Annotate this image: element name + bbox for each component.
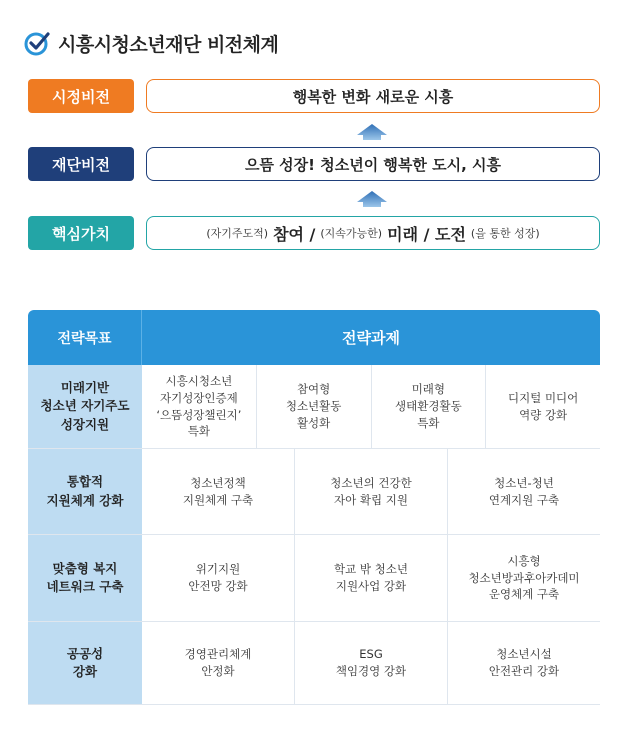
core-part-3: (지속가능한) bbox=[320, 227, 383, 240]
core-values-row bbox=[28, 216, 600, 250]
strategy-task: 청소년정책 지원체계 구축 bbox=[142, 449, 294, 534]
strategy-task: 청소년의 건강한 자아 확립 지원 bbox=[294, 449, 447, 534]
strategy-row bbox=[28, 622, 600, 705]
foundation-row bbox=[28, 147, 600, 181]
strategy-goal: 공공성 강화 bbox=[28, 622, 142, 704]
core-values-text bbox=[146, 216, 600, 250]
strategy-row bbox=[28, 365, 600, 449]
strategy-row bbox=[28, 449, 600, 535]
strategy-goal: 통합적 지원체계 강화 bbox=[28, 449, 142, 534]
header-tasks: 전략과제 bbox=[342, 329, 400, 347]
strategy-task: 학교 밖 청소년 지원사업 강화 bbox=[294, 535, 447, 621]
strategy-row bbox=[28, 535, 600, 622]
header-goal: 전략목표 bbox=[28, 310, 142, 365]
core-part-1: (자기주도적) bbox=[206, 227, 269, 240]
core-part-4: 미래 / 도전 bbox=[387, 224, 466, 244]
page-title: 시흥시청소년재단 비전체계 bbox=[58, 33, 279, 56]
vision-row bbox=[28, 79, 600, 113]
vision-label: 시정비전 bbox=[28, 79, 134, 113]
foundation-text: 으뜸 성장! 청소년이 행복한 도시, 시흥 bbox=[146, 147, 600, 181]
strategy-table bbox=[28, 310, 600, 705]
up-arrow-icon bbox=[357, 191, 387, 207]
strategy-goal: 미래기반 청소년 자기주도 성장지원 bbox=[28, 365, 142, 448]
strategy-task: 위기지원 안전망 강화 bbox=[142, 535, 294, 621]
foundation-label: 재단비전 bbox=[28, 147, 134, 181]
title-row bbox=[24, 28, 278, 58]
core-part-5: (을 통한 성장) bbox=[470, 227, 540, 240]
strategy-header bbox=[28, 310, 600, 365]
strategy-task: 시흥형 청소년방과후아카데미 운영체계 구축 bbox=[447, 535, 600, 621]
strategy-task: 청소년-청년 연계지원 구축 bbox=[447, 449, 600, 534]
strategy-task: 미래형 생태환경활동 특화 bbox=[371, 365, 486, 448]
check-circle-icon bbox=[24, 30, 50, 56]
strategy-task: 참여형 청소년활동 활성화 bbox=[256, 365, 371, 448]
core-part-2: 참여 / bbox=[273, 224, 316, 244]
vision-text: 행복한 변화 새로운 시흥 bbox=[146, 79, 600, 113]
strategy-task: 청소년시설 안전관리 강화 bbox=[447, 622, 600, 704]
strategy-task: 디지털 미디어 역량 강화 bbox=[485, 365, 600, 448]
strategy-task: 경영관리체계 안정화 bbox=[142, 622, 294, 704]
strategy-goal: 맞춤형 복지 네트워크 구축 bbox=[28, 535, 142, 621]
strategy-task: 시흥시청소년 자기성장인증제 ‘으뜸성장챌린지’ 특화 bbox=[142, 365, 256, 448]
up-arrow-icon bbox=[357, 124, 387, 140]
strategy-task: ESG 책임경영 강화 bbox=[294, 622, 447, 704]
core-values-label: 핵심가치 bbox=[28, 216, 134, 250]
